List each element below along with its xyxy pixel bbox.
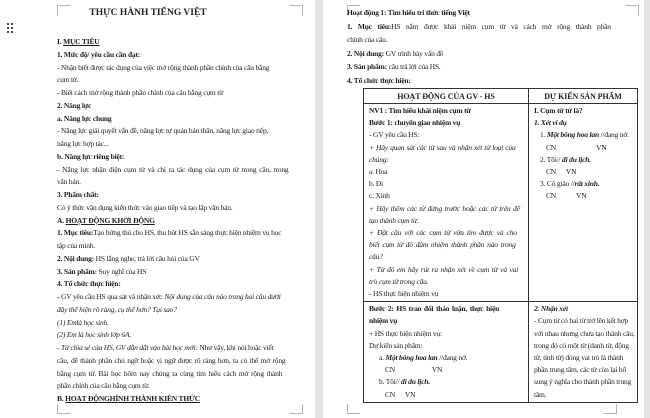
text-line: [57, 74, 309, 87]
text-line: [369, 105, 524, 117]
text-run: rất xinh.: [574, 179, 600, 189]
text-line: [57, 36, 309, 49]
text-line: [57, 266, 309, 279]
cell-activity-step1: [364, 104, 529, 302]
text-line: [369, 340, 524, 352]
text-line: [347, 47, 642, 61]
text-run: 3. Sản phẩm:: [347, 62, 387, 72]
text-line: [369, 166, 524, 178]
text-run: 2. Nhận xét: [534, 304, 568, 314]
text-run: - GV yêu cầu HS qua sát và nhận xét:: [57, 292, 165, 301]
text-line: [369, 328, 524, 340]
text-run: CN VN: [546, 167, 577, 177]
text-run: Bước 2: HS trao đổi thảo luận, thực hiện: [369, 304, 500, 314]
text-run: 3. Sản phẩm:: [57, 266, 97, 276]
text-run: + HS thực hiện nhiệm vụ:: [369, 328, 442, 338]
text-line: [57, 215, 309, 228]
text-run: MỤC TIÊU: [63, 37, 100, 46]
text-line: [534, 129, 633, 141]
table-row: [364, 104, 638, 302]
text-line: [369, 315, 524, 327]
text-run: - Cụm từ có hai từ trở lên kết hợp: [534, 316, 629, 326]
table-header-du-kien: DỰ KIẾN SẢN PHẨM: [529, 89, 638, 104]
text-run: b. Năng lực riêng biệt:: [57, 151, 125, 161]
text-boundary-mark: [604, 404, 617, 414]
text-line: [534, 315, 633, 327]
text-line: [369, 264, 524, 276]
text-run: HOẠT ĐỘNG KHỞI ĐỘNG: [65, 215, 155, 225]
text-line: [57, 62, 309, 75]
text-run: với nhau nhưng chưa tạo thành câu,: [534, 328, 635, 338]
text-run: CN VN: [546, 191, 587, 201]
activity-table: [363, 88, 638, 403]
text-run: 2. Tôi//: [540, 154, 563, 164]
text-run: câu trả lời của HS.: [386, 62, 441, 72]
text-line: [369, 190, 524, 202]
text-run: trò cụm từ trong câu.: [369, 276, 429, 286]
text-line: [347, 6, 642, 20]
text-run: cụm từ.: [57, 75, 79, 85]
text-run: HOẠT ĐỘNGHÌNH THÀNH KIẾN THỨC: [65, 394, 200, 403]
text-run: HS lắng nghe, trả lời câu hỏi của GV: [94, 253, 200, 263]
text-run: Tạo hứng thú cho HS, thu hút HS sẵn sàng thực hiện nhiệm vụ học: [93, 228, 282, 238]
text-run: + Từ đó em hãy rút ra nhận xét về cụm từ và vai: [369, 264, 519, 274]
text-run: Có ý thức vận dụng kiến thức vào giao tiếp và tạo lập văn bản.: [57, 202, 233, 212]
text-run: A.: [57, 215, 66, 225]
text-line: [57, 317, 309, 330]
text-line: [534, 389, 633, 401]
text-run: nhiệm vụ: [369, 316, 398, 326]
text-run: - GV yêu cầu HS:: [369, 130, 420, 140]
text-run: CN VN: [385, 389, 416, 399]
text-run: trong đó có một từ (danh từ, động: [534, 340, 629, 350]
text-line: [534, 303, 633, 315]
text-run: CN VN: [385, 365, 443, 375]
text-run: //đang nở.: [600, 130, 629, 140]
text-run: c. Xinh: [369, 191, 390, 201]
text-run: phần trung tâm, các từ còn lại bổ: [534, 365, 627, 375]
text-line: [57, 304, 309, 317]
text-run: đi du lịch.: [562, 154, 591, 164]
page-title: THỰC HÀNH TIẾNG VIỆT: [89, 8, 207, 18]
text-line: [369, 239, 524, 251]
text-line: [534, 142, 633, 154]
text-run: b. Tôi//: [379, 377, 402, 387]
text-line: [369, 142, 524, 154]
text-line: [534, 328, 633, 340]
text-run: I.: [57, 37, 64, 46]
text-line: [347, 74, 642, 88]
text-line: [369, 251, 524, 263]
text-run: 2. Nội dung:: [347, 48, 384, 58]
cell-product-examples: [529, 104, 638, 302]
text-run: từ, tính từ) đóng vai trò là thành: [534, 353, 624, 363]
text-run: CN VN: [546, 142, 607, 152]
text-line: [369, 276, 524, 288]
text-run: tập của mình.: [57, 241, 96, 250]
text-line: [369, 303, 524, 315]
text-line: [57, 240, 309, 253]
page-gutter: [644, 0, 650, 418]
text-line: [534, 105, 633, 117]
text-run: Dự kiến sản phẩm:: [369, 340, 423, 350]
text-line: [57, 138, 309, 151]
text-run: Bước 1: chuyển giao nhiệm vụ: [369, 118, 461, 128]
text-line: [57, 253, 309, 266]
text-run: đây thể hiện rõ ràng, cụ thể hơn? Tại sao?: [57, 304, 177, 314]
cell-activity-step2: [364, 302, 529, 403]
text-run: 4. Tổ chức thực hiện:: [57, 279, 121, 289]
text-line: [534, 340, 633, 352]
text-line: [369, 154, 524, 166]
text-line: [57, 227, 309, 240]
text-line: [57, 151, 309, 164]
text-run: bằng cụm từ. Bài học hôm nay chúng ta cùng tìm hiểu cách mở rộng thành: [57, 368, 283, 378]
text-line: [57, 87, 309, 100]
text-run: a.: [379, 353, 386, 363]
text-line: [369, 288, 524, 300]
text-run: 1.: [540, 130, 547, 140]
text-run: GV trình bày vấn đề: [384, 48, 443, 58]
text-line: [534, 166, 633, 178]
page-gutter: [315, 0, 323, 418]
text-run: tâm.: [534, 389, 547, 399]
text-boundary-mark: [347, 404, 360, 414]
cell-product-remark: [529, 302, 638, 403]
text-run: NV1 : Tìm hiểu khái niệm cụm từ: [369, 106, 471, 115]
left-page-body: [57, 36, 309, 406]
text-boundary-mark: [290, 5, 303, 15]
text-line: [534, 154, 633, 166]
text-line: [369, 389, 524, 401]
text-line: [369, 117, 524, 129]
text-run: 2. Năng lực: [57, 100, 92, 110]
text-run: + Đặt câu với các cụm từ vừa tìm được và cho: [369, 228, 517, 238]
text-run: sung ý nghĩa cho thành phần trung: [534, 377, 632, 387]
text-run: a. Hoa: [369, 167, 388, 177]
text-run: Nội dung của câu nào trong hai câu dưới: [164, 292, 281, 301]
text-line: [57, 113, 309, 126]
text-run: Suy nghĩ của HS: [96, 266, 147, 276]
text-line: [57, 393, 309, 406]
table-header-gv-hs: HOẠT ĐỘNG CỦA GV - HS: [364, 89, 529, 104]
text-run: - Năng lực giải quyết vấn đề, năng lực tự quản bản thân, năng lực giao tiếp,: [57, 126, 269, 136]
text-run: Như vậy, khi nói hoặc viết: [199, 343, 274, 352]
text-line: [57, 291, 309, 304]
text-run: câu?: [369, 252, 383, 262]
text-run: biết cụm từ đó đảm nhiệm thành phần nào trong: [369, 240, 516, 250]
text-run: chính của câu.: [347, 35, 388, 45]
right-page-body: [347, 6, 642, 88]
text-run: + Hãy thêm các từ đứng trước hoặc các từ trên để: [369, 203, 520, 213]
text-line: [57, 49, 309, 62]
text-line: [534, 352, 633, 364]
text-run: đi du lịch.: [401, 377, 430, 387]
text-run: 4. Tổ chức thực hiện:: [347, 75, 411, 85]
text-line: [534, 376, 633, 388]
text-run: I. Cụm từ từ là?: [534, 106, 583, 115]
text-run: tạo thành cụm từ.: [369, 215, 419, 225]
text-line: [369, 215, 524, 227]
text-run: HS nắm được khái niệm cụm từ và cách mở rộng thành phần: [391, 21, 611, 31]
table-row: [364, 302, 638, 403]
text-run: B.: [57, 394, 66, 403]
text-line: [369, 227, 524, 239]
text-line: [347, 20, 642, 34]
text-line: [369, 178, 524, 190]
text-line: [57, 329, 309, 342]
text-line: [57, 278, 309, 291]
text-run: 3. Phẩm chất:: [57, 190, 99, 199]
text-run: Một bông hoa lan: [546, 130, 601, 140]
text-line: [369, 376, 524, 388]
text-line: [57, 380, 309, 393]
text-line: [534, 190, 633, 202]
text-line: [369, 129, 524, 141]
text-run: - Năng lực nhận diện cụm từ và chỉ ra tác dụng của cụm từ trong câu, trong: [57, 164, 289, 174]
text-run: chúng:: [369, 154, 389, 164]
text-line: [57, 368, 309, 381]
text-line: [57, 100, 309, 113]
text-line: [57, 164, 309, 177]
text-line: [57, 202, 309, 215]
text-run: 1. Mục tiêu:: [347, 21, 392, 31]
table-header-row: [364, 89, 638, 104]
page-left[interactable]: [0, 0, 315, 418]
text-run: 1. Mức độ/ yêu cầu cần đạt:: [57, 49, 141, 59]
text-line: [57, 125, 309, 138]
page-right[interactable]: [323, 0, 644, 418]
text-run: 1. Mục tiêu:: [57, 228, 94, 238]
text-run: 3. Cô giáo //: [540, 179, 575, 189]
text-run: năng lực hợp tác...: [57, 139, 109, 148]
text-line: [57, 355, 309, 368]
text-line: [347, 60, 642, 74]
text-run: - Từ chia sẻ của HS, GV dẫn dắt vào bài học mới:: [57, 343, 200, 352]
text-line: [369, 352, 524, 364]
text-line: [347, 33, 642, 47]
text-line: [534, 364, 633, 376]
text-line: [57, 342, 309, 355]
text-run: //đang nở.: [439, 353, 468, 363]
text-line: [369, 203, 524, 215]
text-run: - Biết cách mở rộng thành phần chính của câu bằng cụm từ: [57, 88, 223, 97]
text-line: [534, 117, 633, 129]
text-run: văn bản.: [57, 177, 81, 187]
text-line: [57, 176, 309, 189]
text-run: a. Năng lực chung: [57, 113, 112, 123]
text-run: b. Đi: [369, 179, 384, 189]
text-line: [57, 189, 309, 202]
text-run: phần chính của câu bằng cụm từ.: [57, 381, 150, 391]
drag-handle-icon[interactable]: [6, 22, 14, 34]
text-run: Hoạt động 1: Tìm hiểu tri thức tiếng Việt: [347, 8, 470, 17]
text-run: (1) Emlà học sinh.: [57, 317, 109, 327]
text-run: + Hãy quan sát các từ sau và nhận xét từ loại của: [369, 142, 516, 152]
text-line: [534, 178, 633, 190]
text-run: - HS thực hiện nhiệm vụ: [369, 289, 439, 299]
text-line: [369, 364, 524, 376]
text-run: - Nhận biết được tác dụng của việc mở rộng thành phần chính của câu bằng: [57, 62, 270, 72]
text-run: câu, để thành phần chủ ngữ hoặc vị ngữ được rõ ràng hơn, ta có thể mở rộng: [57, 355, 286, 365]
text-run: 2. Nội dung:: [57, 253, 94, 263]
text-run: (2) Em là học sinh lớp 6A.: [57, 330, 132, 340]
text-run: Một bông hoa lan: [385, 353, 440, 363]
text-run: 1. Xét ví dụ: [534, 118, 567, 128]
